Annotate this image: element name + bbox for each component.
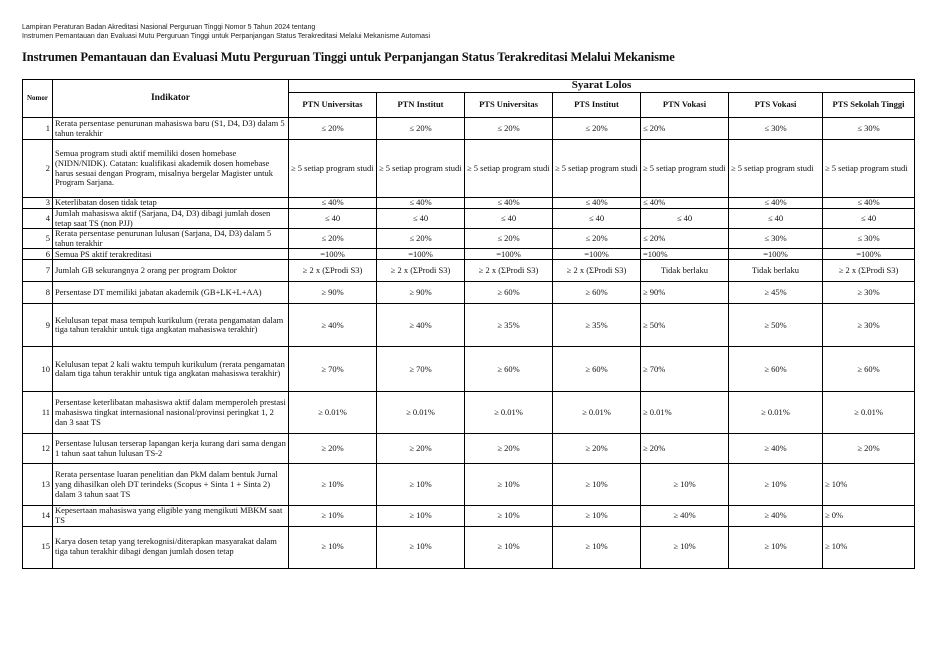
indicator-text: Semua PS aktif terakreditasi — [53, 249, 289, 260]
threshold-value: ≥ 10% — [553, 526, 641, 568]
column-header-type: PTS Universitas — [465, 93, 553, 118]
threshold-value: ≤ 20% — [641, 229, 729, 249]
threshold-value: ≥ 35% — [553, 304, 641, 347]
threshold-value: ≥ 40% — [289, 304, 377, 347]
column-header-syarat-lolos: Syarat Lolos — [289, 80, 915, 93]
document-title: Instrumen Pemantauan dan Evaluasi Mutu Perguruan Tinggi untuk Perpanjangan Status Terakreditasi Melalui Mekanisme — [22, 50, 675, 64]
threshold-value: ≤ 40 — [289, 209, 377, 229]
threshold-value: ≥ 60% — [553, 347, 641, 392]
threshold-value: ≤ 20% — [553, 229, 641, 249]
threshold-value: ≤ 30% — [729, 118, 823, 140]
threshold-value: ≥ 90% — [641, 282, 729, 304]
threshold-value: ≥ 5 setiap program studi — [729, 140, 823, 198]
row-number: 10 — [23, 347, 53, 392]
threshold-value: ≥ 60% — [465, 282, 553, 304]
threshold-value: ≥ 5 setiap program studi — [377, 140, 465, 198]
indicator-text: Kepesertaan mahasiswa yang eligible yang mengikuti MBKM saat TS — [53, 506, 289, 526]
threshold-value: ≥ 0.01% — [377, 392, 465, 434]
threshold-value: ≥ 45% — [729, 282, 823, 304]
threshold-value: ≤ 40 — [553, 209, 641, 229]
indicator-text: Jumlah mahasiswa aktif (Sarjana, D4, D3) dibagi jumlah dosen tetap saat TS (non PJJ) — [53, 209, 289, 229]
threshold-value: ≤ 40% — [289, 198, 377, 209]
table-row — [23, 282, 915, 304]
threshold-value: ≥ 0.01% — [729, 392, 823, 434]
row-number: 4 — [23, 209, 53, 229]
table-row — [23, 198, 915, 209]
table-row — [23, 526, 915, 568]
table-row — [23, 140, 915, 198]
row-number: 7 — [23, 260, 53, 282]
threshold-value: ≥ 10% — [289, 464, 377, 506]
column-header-nomor: Nomor — [23, 80, 53, 118]
threshold-value: ≥ 2 x (ΣProdi S3) — [289, 260, 377, 282]
row-number: 11 — [23, 392, 53, 434]
threshold-value: ≥ 10% — [377, 464, 465, 506]
column-header-type: PTN Vokasi — [641, 93, 729, 118]
threshold-value: ≤ 20% — [289, 229, 377, 249]
threshold-value: ≥ 5 setiap program studi — [553, 140, 641, 198]
row-number: 9 — [23, 304, 53, 347]
threshold-value: ≤ 40% — [641, 198, 729, 209]
table-row — [23, 506, 915, 526]
threshold-value: ≥ 2 x (ΣProdi S3) — [823, 260, 915, 282]
threshold-value: ≥ 40% — [729, 434, 823, 464]
threshold-value: ≥ 60% — [465, 347, 553, 392]
threshold-value: ≥ 20% — [641, 434, 729, 464]
threshold-value: ≥ 0% — [823, 506, 915, 526]
indicator-text: Karya dosen tetap yang terekognisi/diterapkan masyarakat dalam tiga tahun terakhir dibagi dengan jumlah dosen tetap — [53, 526, 289, 568]
threshold-value: ≥ 40% — [729, 506, 823, 526]
threshold-value: ≥ 50% — [729, 304, 823, 347]
row-number: 13 — [23, 464, 53, 506]
row-number: 6 — [23, 249, 53, 260]
threshold-value: ≤ 40 — [377, 209, 465, 229]
threshold-value: =100% — [377, 249, 465, 260]
table-row — [23, 434, 915, 464]
threshold-value: ≥ 30% — [823, 304, 915, 347]
threshold-value: ≥ 10% — [729, 526, 823, 568]
threshold-value: ≤ 40 — [641, 209, 729, 229]
column-header-type: PTN Institut — [377, 93, 465, 118]
threshold-value: ≥ 0.01% — [641, 392, 729, 434]
threshold-value: ≥ 10% — [377, 506, 465, 526]
indicator-text: Persentase keterlibatan mahasiswa aktif dalam memperoleh prestasi mahasiswa tingkat internasional nasional/provinsi peringkat 1, 2 dan 3 saat TS — [53, 392, 289, 434]
threshold-value: ≥ 20% — [553, 434, 641, 464]
threshold-value: ≤ 40% — [377, 198, 465, 209]
threshold-value: ≥ 10% — [641, 526, 729, 568]
indicator-text: Kelulusan tepat 2 kali waktu tempuh kurikulum (rerata pengamatan dalam tiga tahun terakhir untuk tiga angkatan mahasiswa terakhir) — [53, 347, 289, 392]
threshold-value: ≥ 5 setiap program studi — [641, 140, 729, 198]
row-number: 8 — [23, 282, 53, 304]
threshold-value: ≤ 20% — [465, 229, 553, 249]
table-row — [23, 229, 915, 249]
threshold-value: ≤ 20% — [553, 118, 641, 140]
row-number: 1 — [23, 118, 53, 140]
threshold-value: ≥ 20% — [465, 434, 553, 464]
threshold-value: ≥ 40% — [641, 506, 729, 526]
threshold-value: ≥ 10% — [377, 526, 465, 568]
threshold-value: =100% — [641, 249, 729, 260]
indicator-text: Persentase lulusan terserap lapangan kerja kurang dari sama dengan 1 tahun saat tahun lulusan TS-2 — [53, 434, 289, 464]
threshold-value: ≤ 40% — [553, 198, 641, 209]
indicator-text: Semua program studi aktif memiliki dosen homebase (NIDN/NIDK). Catatan: kualifikasi akademik dosen homebase harus sesuai dengan Program, misalnya bergelar Magister untuk Program Sarjana. — [53, 140, 289, 198]
threshold-value: ≥ 90% — [289, 282, 377, 304]
threshold-value: ≥ 70% — [641, 347, 729, 392]
indicator-text: Rerata persentase penurunan lulusan (Sarjana, D4, D3) dalam 5 tahun terakhir — [53, 229, 289, 249]
threshold-value: ≥ 0.01% — [465, 392, 553, 434]
threshold-value: ≥ 35% — [465, 304, 553, 347]
threshold-value: ≥ 90% — [377, 282, 465, 304]
table-row — [23, 464, 915, 506]
table-row — [23, 260, 915, 282]
threshold-value: ≥ 5 setiap program studi — [823, 140, 915, 198]
threshold-value: ≤ 20% — [377, 118, 465, 140]
indicator-text: Persentase DT memiliki jabatan akademik (GB+LK+L+AA) — [53, 282, 289, 304]
threshold-value: ≤ 20% — [377, 229, 465, 249]
threshold-value: ≥ 10% — [289, 506, 377, 526]
threshold-value: ≥ 10% — [465, 464, 553, 506]
row-number: 15 — [23, 526, 53, 568]
threshold-value: ≥ 10% — [823, 464, 915, 506]
threshold-value: ≥ 10% — [465, 526, 553, 568]
threshold-value: ≥ 2 x (ΣProdi S3) — [553, 260, 641, 282]
threshold-value: ≥ 30% — [823, 282, 915, 304]
threshold-value: ≥ 20% — [377, 434, 465, 464]
threshold-value: =100% — [465, 249, 553, 260]
document-header-line-2: Instrumen Pemantauan dan Evaluasi Mutu Perguruan Tinggi untuk Perpanjangan Status Terakreditasi Melalui Mekanisme Automasi — [22, 33, 431, 40]
row-number: 12 — [23, 434, 53, 464]
table-row — [23, 304, 915, 347]
threshold-value: ≤ 30% — [823, 229, 915, 249]
indicator-text: Jumlah GB sekurangnya 2 orang per program Doktor — [53, 260, 289, 282]
column-header-type: PTS Sekolah Tinggi — [823, 93, 915, 118]
threshold-value: ≥ 60% — [553, 282, 641, 304]
threshold-value: ≤ 40% — [729, 198, 823, 209]
document-header-line-1: Lampiran Peraturan Badan Akreditasi Nasional Perguruan Tinggi Nomor 5 Tahun 2024 tentang — [22, 24, 316, 31]
threshold-value: ≥ 5 setiap program studi — [465, 140, 553, 198]
threshold-value: =100% — [553, 249, 641, 260]
table-row — [23, 347, 915, 392]
indicator-text: Keterlibatan dosen tidak tetap — [53, 198, 289, 209]
threshold-value: Tidak berlaku — [641, 260, 729, 282]
threshold-value: ≤ 40 — [823, 209, 915, 229]
table-row — [23, 209, 915, 229]
threshold-value: ≥ 60% — [823, 347, 915, 392]
threshold-value: ≥ 10% — [553, 464, 641, 506]
threshold-value: ≥ 70% — [377, 347, 465, 392]
threshold-value: ≤ 30% — [729, 229, 823, 249]
threshold-value: ≥ 10% — [729, 464, 823, 506]
threshold-value: ≥ 10% — [465, 506, 553, 526]
column-header-type: PTN Universitas — [289, 93, 377, 118]
row-number: 2 — [23, 140, 53, 198]
table-row — [23, 118, 915, 140]
threshold-value: ≥ 5 setiap program studi — [289, 140, 377, 198]
threshold-value: ≤ 20% — [465, 118, 553, 140]
threshold-value: ≥ 0.01% — [289, 392, 377, 434]
threshold-value: =100% — [823, 249, 915, 260]
indicator-text: Rerata persentase penurunan mahasiswa baru (S1, D4, D3) dalam 5 tahun terakhir — [53, 118, 289, 140]
column-header-indikator: Indikator — [53, 80, 289, 118]
threshold-value: ≥ 10% — [823, 526, 915, 568]
threshold-value: ≥ 0.01% — [553, 392, 641, 434]
threshold-value: ≥ 10% — [289, 526, 377, 568]
threshold-value: ≥ 0.01% — [823, 392, 915, 434]
threshold-value: ≥ 70% — [289, 347, 377, 392]
threshold-value: ≥ 50% — [641, 304, 729, 347]
threshold-value: ≥ 40% — [377, 304, 465, 347]
threshold-value: ≥ 10% — [641, 464, 729, 506]
row-number: 5 — [23, 229, 53, 249]
threshold-value: =100% — [729, 249, 823, 260]
threshold-value: ≤ 40 — [465, 209, 553, 229]
column-header-type: PTS Institut — [553, 93, 641, 118]
threshold-value: ≤ 20% — [641, 118, 729, 140]
row-number: 3 — [23, 198, 53, 209]
threshold-value: ≤ 40 — [729, 209, 823, 229]
indicator-text: Rerata persentase luaran penelitian dan PkM dalam bentuk Jurnal yang dihasilkan oleh DT terindeks (Scopus + Sinta 1 + Sinta 2) dalam 3 tahun saat TS — [53, 464, 289, 506]
threshold-value: Tidak berlaku — [729, 260, 823, 282]
threshold-value: ≥ 60% — [729, 347, 823, 392]
indicator-text: Kelulusan tepat masa tempuh kurikulum (rerata pengamatan dalam tiga tahun terakhir untuk tiga angkatan mahasiswa terakhir) — [53, 304, 289, 347]
threshold-value: ≤ 40% — [465, 198, 553, 209]
table-row — [23, 249, 915, 260]
threshold-value: ≤ 20% — [289, 118, 377, 140]
threshold-value: ≤ 40% — [823, 198, 915, 209]
threshold-value: =100% — [289, 249, 377, 260]
threshold-value: ≥ 20% — [289, 434, 377, 464]
threshold-value: ≥ 2 x (ΣProdi S3) — [377, 260, 465, 282]
threshold-value: ≤ 30% — [823, 118, 915, 140]
row-number: 14 — [23, 506, 53, 526]
threshold-value: ≥ 10% — [553, 506, 641, 526]
threshold-value: ≥ 2 x (ΣProdi S3) — [465, 260, 553, 282]
table-row — [23, 392, 915, 434]
criteria-table — [22, 79, 915, 569]
column-header-type: PTS Vokasi — [729, 93, 823, 118]
threshold-value: ≥ 20% — [823, 434, 915, 464]
